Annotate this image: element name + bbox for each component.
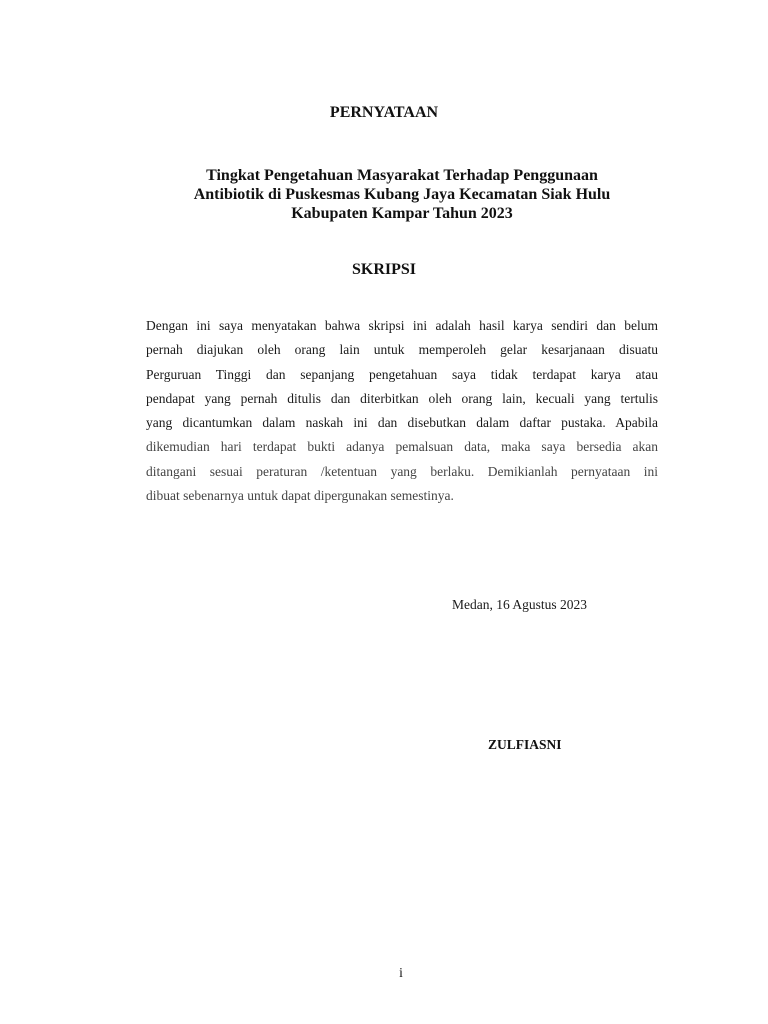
signer-name: ZULFIASNI bbox=[488, 737, 562, 752]
page-number: i bbox=[399, 965, 403, 980]
paragraph-line: dibuat sebenarnya untuk dapat dipergunakan semestinya. bbox=[146, 488, 454, 504]
paragraph-line: Dengan ini saya menyatakan bahwa skripsi ini adalah hasil karya sendiri dan belum bbox=[146, 318, 658, 333]
page-heading: PERNYATAAN bbox=[329, 104, 439, 121]
paragraph-line: Perguruan Tinggi dan sepanjang pengetahuan saya tidak terdapat karya atau bbox=[146, 366, 658, 382]
statement-paragraph bbox=[146, 314, 658, 508]
paragraph-line: yang dicantumkan dalam naskah ini dan disebutkan dalam daftar pustaka. Apabila bbox=[146, 415, 658, 431]
paragraph-line: dikemudian hari terdapat bukti adanya pemalsuan data, maka saya bersedia akan bbox=[146, 439, 658, 455]
paragraph-line: ditangani sesuai peraturan /ketentuan yang berlaku. Demikianlah pernyataan ini bbox=[146, 463, 658, 479]
thesis-title-line: Antibiotik di Puskesmas Kubang Jaya Kecamatan Siak Hulu bbox=[193, 186, 611, 203]
thesis-title-line: Kabupaten Kampar Tahun 2023 bbox=[291, 205, 513, 222]
thesis-title bbox=[130, 166, 674, 223]
document-type-heading: SKRIPSI bbox=[351, 261, 417, 278]
thesis-title-line: Tingkat Pengetahuan Masyarakat Terhadap Penggunaan bbox=[206, 167, 598, 184]
paragraph-line: pendapat yang pernah ditulis dan diterbitkan oleh orang lain, kecuali yang tertulis bbox=[146, 390, 658, 406]
paragraph-line: pernah diajukan oleh orang lain untuk memperoleh gelar kesarjanaan disuatu bbox=[146, 342, 658, 358]
signing-date: Medan, 16 Agustus 2023 bbox=[452, 597, 587, 612]
